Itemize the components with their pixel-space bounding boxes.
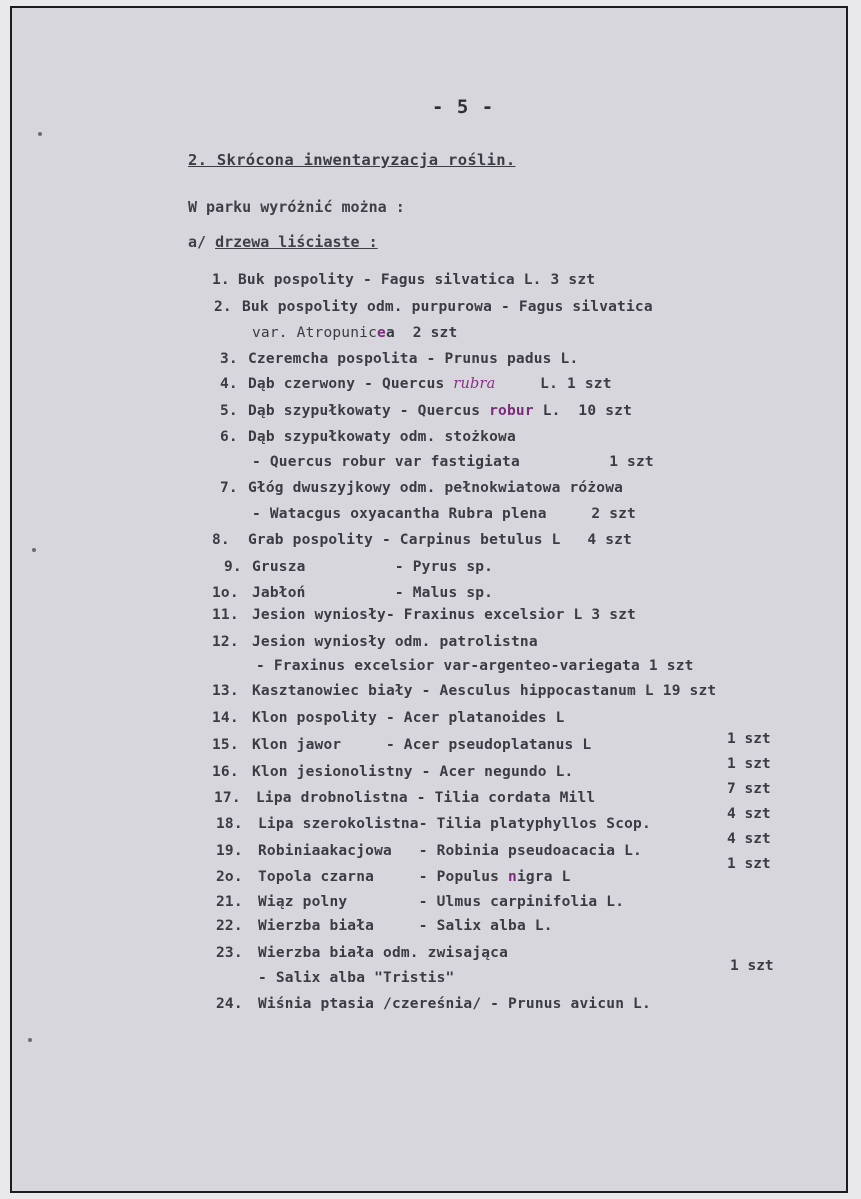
list-item <box>216 918 553 934</box>
item-text: Dąb szypułkowaty - Quercus <box>248 403 490 419</box>
sub-heading <box>188 233 378 251</box>
item-number: 16. <box>212 764 239 780</box>
item-text: Dąb szypułkowaty odm. stożkowa <box>248 429 516 445</box>
item-text: Lipa szerokolistna- Tilia platyphyllos Scop. <box>258 816 651 832</box>
list-item <box>220 351 578 367</box>
list-item <box>212 607 636 623</box>
list-item <box>216 869 571 885</box>
item-text: Jesion wyniosły- Fraxinus excelsior L 3 szt <box>252 607 636 623</box>
handwritten-note: rubra <box>453 376 496 392</box>
item-number: 14. <box>212 710 239 726</box>
item-text: Kasztanowiec biały - Aesculus hippocastanum L 19 szt <box>252 683 717 699</box>
list-item <box>212 710 565 726</box>
item-text: Wierzba biała odm. zwisająca <box>258 945 509 961</box>
list-item <box>214 299 653 315</box>
list-item <box>216 843 642 859</box>
item-number: 24. <box>216 996 243 1012</box>
list-item <box>212 737 591 753</box>
item-number: 15. <box>212 737 239 753</box>
page-number: - 5 - <box>432 96 495 118</box>
quantity: 1 szt <box>727 856 771 872</box>
list-item <box>214 790 595 806</box>
quantity: 4 szt <box>727 806 771 822</box>
item-number: 1o. <box>212 585 239 601</box>
item-text: - Fraxinus excelsior var-argenteo-variegata 1 szt <box>256 658 694 674</box>
item-text: L. 10 szt <box>533 403 632 419</box>
item-number: 8. <box>212 532 230 548</box>
handwritten-correction: e <box>377 325 386 341</box>
item-number: 4. <box>220 376 238 392</box>
item-text: Lipa drobnolistna - Tilia cordata Mill <box>256 790 596 806</box>
sub-heading-label: drzewa liściaste : <box>215 233 378 251</box>
item-text: Grab pospolity - Carpinus betulus L 4 szt <box>248 532 632 548</box>
list-item <box>216 816 651 832</box>
list-item <box>252 325 457 341</box>
item-text: L. 1 szt <box>495 376 612 392</box>
item-number: 21. <box>216 894 243 910</box>
item-text: - Quercus robur var fastigiata 1 szt <box>252 454 654 470</box>
speck <box>32 548 36 552</box>
handwritten-correction: n <box>508 869 517 885</box>
item-number: 5. <box>220 403 238 419</box>
item-text: Topola czarna - Populus <box>258 869 509 885</box>
list-item <box>212 532 632 548</box>
speck <box>28 1038 32 1042</box>
item-text: Robiniaakacjowa - Robinia pseudoacacia L. <box>258 843 642 859</box>
quantity: 1 szt <box>727 731 771 747</box>
item-text: Jabłoń - Malus sp. <box>252 585 494 601</box>
item-text: Dąb czerwony - Quercus <box>248 376 454 392</box>
item-number: 3. <box>220 351 238 367</box>
list-item <box>216 996 651 1012</box>
intro-text: W parku wyróżnić można : <box>188 198 405 216</box>
list-item <box>212 683 716 699</box>
quantity: 7 szt <box>727 781 771 797</box>
item-number: 13. <box>212 683 239 699</box>
list-item <box>252 454 654 470</box>
list-item <box>252 506 636 522</box>
item-number: 11. <box>212 607 239 623</box>
quantity: 4 szt <box>727 831 771 847</box>
list-item <box>212 272 595 288</box>
item-text: - Salix alba "Tristis" <box>258 970 455 986</box>
item-number: 19. <box>216 843 243 859</box>
item-text: Wierzba biała - Salix alba L. <box>258 918 553 934</box>
item-number: 2. <box>214 299 232 315</box>
item-text: Buk pospolity - Fagus silvatica L. 3 szt <box>238 272 596 288</box>
item-number: 1. <box>212 272 230 288</box>
quantity: 1 szt <box>727 756 771 772</box>
list-item <box>216 894 624 910</box>
item-number: 22. <box>216 918 243 934</box>
list-item <box>212 585 493 601</box>
item-text: a 2 szt <box>385 325 458 341</box>
list-item <box>258 970 454 986</box>
item-text: Wiśnia ptasia /czereśnia/ - Prunus avicun L. <box>258 996 651 1012</box>
item-number: 7. <box>220 480 238 496</box>
list-item <box>256 658 694 674</box>
list-item <box>212 634 538 650</box>
list-item <box>224 559 493 575</box>
item-number: 12. <box>212 634 239 650</box>
item-text: - Watacgus oxyacantha Rubra plena 2 szt <box>252 506 636 522</box>
item-text: Klon jesionolistny - Acer negundo L. <box>252 764 574 780</box>
section-heading: 2. Skrócona inwentaryzacja roślin. <box>188 151 516 169</box>
item-text: Wiąz polny - Ulmus carpinifolia L. <box>258 894 625 910</box>
speck <box>38 132 42 136</box>
item-text: Klon jawor - Acer pseudoplatanus L <box>252 737 592 753</box>
document-page <box>10 6 848 1193</box>
item-text: var. Atropunic <box>252 325 378 341</box>
item-text: Klon pospolity - Acer platanoides L <box>252 710 565 726</box>
item-number: 18. <box>216 816 243 832</box>
list-item <box>212 764 573 780</box>
list-item <box>220 480 623 496</box>
item-text: Buk pospolity odm. purpurowa - Fagus silvatica <box>242 299 653 315</box>
item-text: igra L <box>516 869 571 885</box>
list-item <box>216 945 508 961</box>
list-item <box>220 376 612 392</box>
item-number: 6. <box>220 429 238 445</box>
item-text: Jesion wyniosły odm. patrolistna <box>252 634 538 650</box>
item-text: Czeremcha pospolita - Prunus padus L. <box>248 351 579 367</box>
item-number: 23. <box>216 945 243 961</box>
quantity: 1 szt <box>730 958 774 974</box>
item-text: Głóg dwuszyjkowy odm. pełnokwiatowa różowa <box>248 480 624 496</box>
list-item <box>220 403 632 419</box>
item-number: 17. <box>214 790 241 806</box>
sub-heading-prefix: a/ <box>188 233 207 251</box>
item-number: 2o. <box>216 869 243 885</box>
item-number: 9. <box>224 559 242 575</box>
list-item <box>220 429 516 445</box>
handwritten-correction: robur <box>489 403 534 419</box>
item-text: Grusza - Pyrus sp. <box>252 559 494 575</box>
